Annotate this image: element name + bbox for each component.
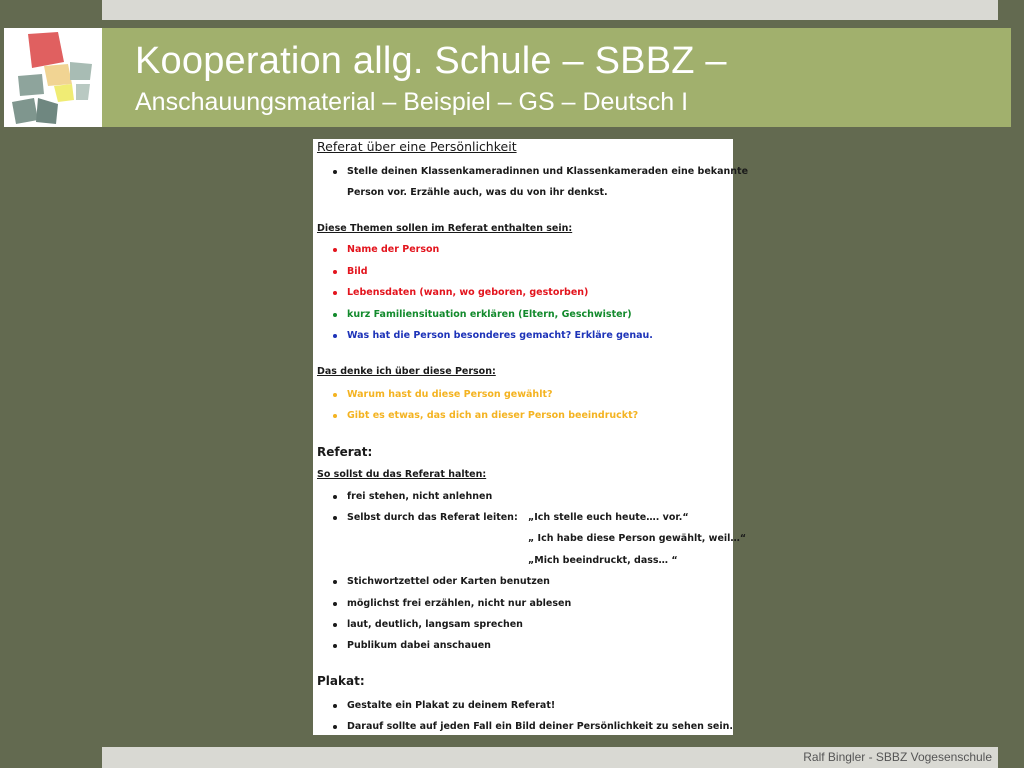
theme-item: kurz Familiensituation erklären (Eltern, Geschwister) (347, 309, 632, 320)
logo-tile (70, 62, 92, 80)
slide-title: Kooperation allg. Schule – SBBZ – (135, 40, 727, 82)
logo-tile (54, 84, 74, 102)
intro-line-1: Stelle deinen Klassenkameradinnen und Klassenkameraden eine bekannte (347, 166, 749, 177)
opinion-item: Warum hast du diese Person gewählt? (347, 389, 553, 400)
referat-subheading: So sollst du das Referat halten: (317, 469, 487, 480)
document-heading: Referat über eine Persönlichkeit (317, 139, 517, 154)
bullet-icon (333, 602, 337, 606)
themes-heading: Diese Themen sollen im Referat enthalten sein: (317, 223, 573, 234)
bullet-icon (333, 270, 337, 274)
referat-item: laut, deutlich, langsam sprechen (347, 619, 523, 630)
footer-bar (102, 747, 998, 768)
referat-quote: „Ich stelle euch heute…. vor.“ (528, 512, 689, 523)
referat-quote: „Mich beeindruckt, dass… “ (528, 555, 678, 566)
referat-item: möglichst frei erzählen, nicht nur ablesen (347, 598, 572, 609)
theme-item: Was hat die Person besonderes gemacht? Erkläre genau. (347, 330, 653, 341)
referat-item: Selbst durch das Referat leiten: (347, 512, 518, 523)
bullet-icon (333, 704, 337, 708)
bullet-icon (333, 248, 337, 252)
logo-tile (36, 98, 58, 124)
theme-item: Bild (347, 266, 368, 277)
footer-credit: Ralf Bingler - SBBZ Vogesenschule (803, 750, 992, 764)
theme-item: Lebensdaten (wann, wo geboren, gestorben) (347, 287, 589, 298)
title-bar (102, 28, 1011, 127)
bullet-icon (333, 414, 337, 418)
intro-line-2: Person vor. Erzähle auch, was du von ihr denkst. (347, 187, 608, 198)
theme-item: Name der Person (347, 244, 440, 255)
bullet-icon (333, 291, 337, 295)
bullet-icon (333, 644, 337, 648)
bullet-icon (333, 170, 337, 174)
referat-item: Publikum dabei anschauen (347, 640, 491, 651)
plakat-item: Darauf sollte auf jeden Fall ein Bild deiner Persönlichkeit zu sehen sein. (347, 721, 733, 732)
bullet-icon (333, 393, 337, 397)
slide-subtitle: Anschauungsmaterial – Beispiel – GS – Deutsch I (135, 88, 689, 116)
logo-tile (76, 84, 90, 100)
referat-heading: Referat: (317, 445, 373, 459)
bullet-icon (333, 623, 337, 627)
logo-tile (18, 74, 44, 96)
logo-tile (44, 64, 72, 86)
bullet-icon (333, 334, 337, 338)
referat-item: frei stehen, nicht anlehnen (347, 491, 493, 502)
referat-item: Stichwortzettel oder Karten benutzen (347, 576, 550, 587)
logo-tile (12, 98, 38, 124)
logo-tile (28, 32, 64, 68)
opinion-heading: Das denke ich über diese Person: (317, 366, 496, 377)
bullet-icon (333, 580, 337, 584)
referat-quote: „ Ich habe diese Person gewählt, weil…“ (528, 533, 747, 544)
bullet-icon (333, 516, 337, 520)
plakat-heading: Plakat: (317, 674, 365, 688)
worksheet-document (313, 139, 749, 735)
top-decor-bar (102, 0, 998, 20)
bullet-icon (333, 495, 337, 499)
bullet-icon (333, 313, 337, 317)
plakat-item: Gestalte ein Plakat zu deinem Referat! (347, 700, 556, 711)
bullet-icon (333, 725, 337, 729)
logo-tiles-icon (4, 28, 102, 127)
opinion-item: Gibt es etwas, das dich an dieser Person beeindruckt? (347, 410, 639, 421)
logo (4, 28, 102, 127)
